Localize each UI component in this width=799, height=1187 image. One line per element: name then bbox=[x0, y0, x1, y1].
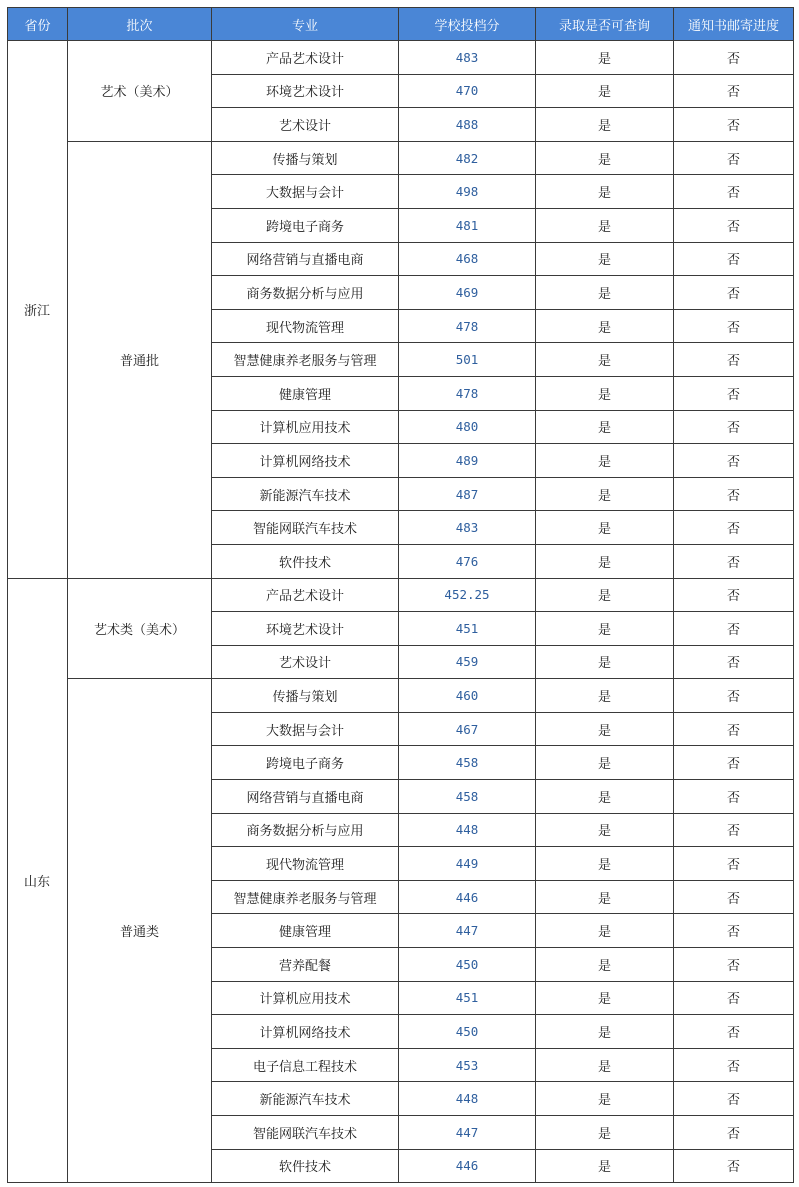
mail-progress-cell: 否 bbox=[674, 1116, 794, 1150]
major-cell: 智慧健康养老服务与管理 bbox=[212, 343, 399, 377]
major-cell: 健康管理 bbox=[212, 376, 399, 410]
table-row bbox=[8, 141, 794, 175]
query-status-cell: 是 bbox=[536, 645, 674, 679]
major-cell: 智能网联汽车技术 bbox=[212, 1116, 399, 1150]
score-cell: 468 bbox=[399, 242, 536, 276]
major-cell: 计算机应用技术 bbox=[212, 410, 399, 444]
table-row bbox=[8, 41, 794, 75]
query-status-cell: 是 bbox=[536, 41, 674, 75]
mail-progress-cell: 否 bbox=[674, 948, 794, 982]
score-cell: 452.25 bbox=[399, 578, 536, 612]
mail-progress-cell: 否 bbox=[674, 880, 794, 914]
score-cell: 446 bbox=[399, 880, 536, 914]
query-status-cell: 是 bbox=[536, 880, 674, 914]
mail-progress-cell: 否 bbox=[674, 612, 794, 646]
admission-score-table bbox=[7, 7, 794, 1183]
score-cell: 478 bbox=[399, 309, 536, 343]
mail-progress-cell: 否 bbox=[674, 511, 794, 545]
query-status-cell: 是 bbox=[536, 74, 674, 108]
score-cell: 501 bbox=[399, 343, 536, 377]
query-status-cell: 是 bbox=[536, 309, 674, 343]
mail-progress-cell: 否 bbox=[674, 1048, 794, 1082]
major-cell: 产品艺术设计 bbox=[212, 578, 399, 612]
batch-cell: 普通类 bbox=[68, 679, 212, 1183]
major-cell: 智慧健康养老服务与管理 bbox=[212, 880, 399, 914]
query-status-cell: 是 bbox=[536, 847, 674, 881]
mail-progress-cell: 否 bbox=[674, 981, 794, 1015]
query-status-cell: 是 bbox=[536, 208, 674, 242]
major-cell: 艺术设计 bbox=[212, 108, 399, 142]
major-cell: 新能源汽车技术 bbox=[212, 1082, 399, 1116]
query-status-cell: 是 bbox=[536, 511, 674, 545]
score-cell: 450 bbox=[399, 1015, 536, 1049]
query-status-cell: 是 bbox=[536, 679, 674, 713]
header-mail-progress: 通知书邮寄进度 bbox=[674, 8, 794, 41]
mail-progress-cell: 否 bbox=[674, 1149, 794, 1183]
score-cell: 453 bbox=[399, 1048, 536, 1082]
major-cell: 环境艺术设计 bbox=[212, 74, 399, 108]
mail-progress-cell: 否 bbox=[674, 746, 794, 780]
score-cell: 467 bbox=[399, 712, 536, 746]
mail-progress-cell: 否 bbox=[674, 444, 794, 478]
query-status-cell: 是 bbox=[536, 544, 674, 578]
mail-progress-cell: 否 bbox=[674, 645, 794, 679]
query-status-cell: 是 bbox=[536, 376, 674, 410]
major-cell: 健康管理 bbox=[212, 914, 399, 948]
table-body bbox=[8, 41, 794, 1183]
mail-progress-cell: 否 bbox=[674, 41, 794, 75]
major-cell: 新能源汽车技术 bbox=[212, 477, 399, 511]
score-cell: 451 bbox=[399, 981, 536, 1015]
mail-progress-cell: 否 bbox=[674, 780, 794, 814]
score-cell: 449 bbox=[399, 847, 536, 881]
mail-progress-cell: 否 bbox=[674, 74, 794, 108]
province-cell: 浙江 bbox=[8, 41, 68, 579]
major-cell: 现代物流管理 bbox=[212, 847, 399, 881]
score-cell: 489 bbox=[399, 444, 536, 478]
major-cell: 软件技术 bbox=[212, 1149, 399, 1183]
query-status-cell: 是 bbox=[536, 1149, 674, 1183]
major-cell: 营养配餐 bbox=[212, 948, 399, 982]
query-status-cell: 是 bbox=[536, 108, 674, 142]
query-status-cell: 是 bbox=[536, 813, 674, 847]
header-score: 学校投档分 bbox=[399, 8, 536, 41]
mail-progress-cell: 否 bbox=[674, 813, 794, 847]
major-cell: 跨境电子商务 bbox=[212, 208, 399, 242]
query-status-cell: 是 bbox=[536, 1116, 674, 1150]
major-cell: 传播与策划 bbox=[212, 679, 399, 713]
mail-progress-cell: 否 bbox=[674, 544, 794, 578]
major-cell: 计算机应用技术 bbox=[212, 981, 399, 1015]
mail-progress-cell: 否 bbox=[674, 679, 794, 713]
query-status-cell: 是 bbox=[536, 1082, 674, 1116]
score-cell: 481 bbox=[399, 208, 536, 242]
admission-table-container bbox=[7, 7, 794, 1183]
query-status-cell: 是 bbox=[536, 343, 674, 377]
table-row bbox=[8, 679, 794, 713]
score-cell: 446 bbox=[399, 1149, 536, 1183]
mail-progress-cell: 否 bbox=[674, 175, 794, 209]
major-cell: 商务数据分析与应用 bbox=[212, 813, 399, 847]
mail-progress-cell: 否 bbox=[674, 276, 794, 310]
mail-progress-cell: 否 bbox=[674, 108, 794, 142]
score-cell: 458 bbox=[399, 746, 536, 780]
query-status-cell: 是 bbox=[536, 242, 674, 276]
score-cell: 483 bbox=[399, 511, 536, 545]
header-query-status: 录取是否可查询 bbox=[536, 8, 674, 41]
batch-cell: 艺术（美术） bbox=[68, 41, 212, 142]
score-cell: 458 bbox=[399, 780, 536, 814]
score-cell: 476 bbox=[399, 544, 536, 578]
query-status-cell: 是 bbox=[536, 1048, 674, 1082]
header-batch: 批次 bbox=[68, 8, 212, 41]
score-cell: 448 bbox=[399, 1082, 536, 1116]
batch-cell: 艺术类（美术） bbox=[68, 578, 212, 679]
table-header-row bbox=[8, 8, 794, 41]
mail-progress-cell: 否 bbox=[674, 477, 794, 511]
header-major: 专业 bbox=[212, 8, 399, 41]
batch-cell: 普通批 bbox=[68, 141, 212, 578]
score-cell: 487 bbox=[399, 477, 536, 511]
score-cell: 447 bbox=[399, 1116, 536, 1150]
province-cell: 山东 bbox=[8, 578, 68, 1183]
query-status-cell: 是 bbox=[536, 746, 674, 780]
mail-progress-cell: 否 bbox=[674, 578, 794, 612]
major-cell: 传播与策划 bbox=[212, 141, 399, 175]
mail-progress-cell: 否 bbox=[674, 343, 794, 377]
mail-progress-cell: 否 bbox=[674, 242, 794, 276]
score-cell: 469 bbox=[399, 276, 536, 310]
query-status-cell: 是 bbox=[536, 712, 674, 746]
query-status-cell: 是 bbox=[536, 141, 674, 175]
major-cell: 计算机网络技术 bbox=[212, 444, 399, 478]
query-status-cell: 是 bbox=[536, 444, 674, 478]
query-status-cell: 是 bbox=[536, 578, 674, 612]
query-status-cell: 是 bbox=[536, 1015, 674, 1049]
score-cell: 450 bbox=[399, 948, 536, 982]
major-cell: 智能网联汽车技术 bbox=[212, 511, 399, 545]
major-cell: 大数据与会计 bbox=[212, 175, 399, 209]
score-cell: 470 bbox=[399, 74, 536, 108]
mail-progress-cell: 否 bbox=[674, 1015, 794, 1049]
query-status-cell: 是 bbox=[536, 276, 674, 310]
score-cell: 460 bbox=[399, 679, 536, 713]
mail-progress-cell: 否 bbox=[674, 309, 794, 343]
query-status-cell: 是 bbox=[536, 477, 674, 511]
major-cell: 网络营销与直播电商 bbox=[212, 780, 399, 814]
query-status-cell: 是 bbox=[536, 948, 674, 982]
query-status-cell: 是 bbox=[536, 175, 674, 209]
major-cell: 商务数据分析与应用 bbox=[212, 276, 399, 310]
major-cell: 艺术设计 bbox=[212, 645, 399, 679]
major-cell: 软件技术 bbox=[212, 544, 399, 578]
mail-progress-cell: 否 bbox=[674, 141, 794, 175]
score-cell: 488 bbox=[399, 108, 536, 142]
major-cell: 计算机网络技术 bbox=[212, 1015, 399, 1049]
major-cell: 电子信息工程技术 bbox=[212, 1048, 399, 1082]
query-status-cell: 是 bbox=[536, 612, 674, 646]
mail-progress-cell: 否 bbox=[674, 208, 794, 242]
score-cell: 483 bbox=[399, 41, 536, 75]
major-cell: 网络营销与直播电商 bbox=[212, 242, 399, 276]
mail-progress-cell: 否 bbox=[674, 410, 794, 444]
score-cell: 478 bbox=[399, 376, 536, 410]
score-cell: 451 bbox=[399, 612, 536, 646]
score-cell: 459 bbox=[399, 645, 536, 679]
score-cell: 480 bbox=[399, 410, 536, 444]
score-cell: 448 bbox=[399, 813, 536, 847]
mail-progress-cell: 否 bbox=[674, 847, 794, 881]
query-status-cell: 是 bbox=[536, 914, 674, 948]
table-row bbox=[8, 578, 794, 612]
score-cell: 447 bbox=[399, 914, 536, 948]
query-status-cell: 是 bbox=[536, 410, 674, 444]
major-cell: 产品艺术设计 bbox=[212, 41, 399, 75]
major-cell: 现代物流管理 bbox=[212, 309, 399, 343]
header-province: 省份 bbox=[8, 8, 68, 41]
major-cell: 跨境电子商务 bbox=[212, 746, 399, 780]
score-cell: 482 bbox=[399, 141, 536, 175]
query-status-cell: 是 bbox=[536, 981, 674, 1015]
query-status-cell: 是 bbox=[536, 780, 674, 814]
mail-progress-cell: 否 bbox=[674, 914, 794, 948]
major-cell: 大数据与会计 bbox=[212, 712, 399, 746]
mail-progress-cell: 否 bbox=[674, 712, 794, 746]
mail-progress-cell: 否 bbox=[674, 1082, 794, 1116]
mail-progress-cell: 否 bbox=[674, 376, 794, 410]
score-cell: 498 bbox=[399, 175, 536, 209]
major-cell: 环境艺术设计 bbox=[212, 612, 399, 646]
